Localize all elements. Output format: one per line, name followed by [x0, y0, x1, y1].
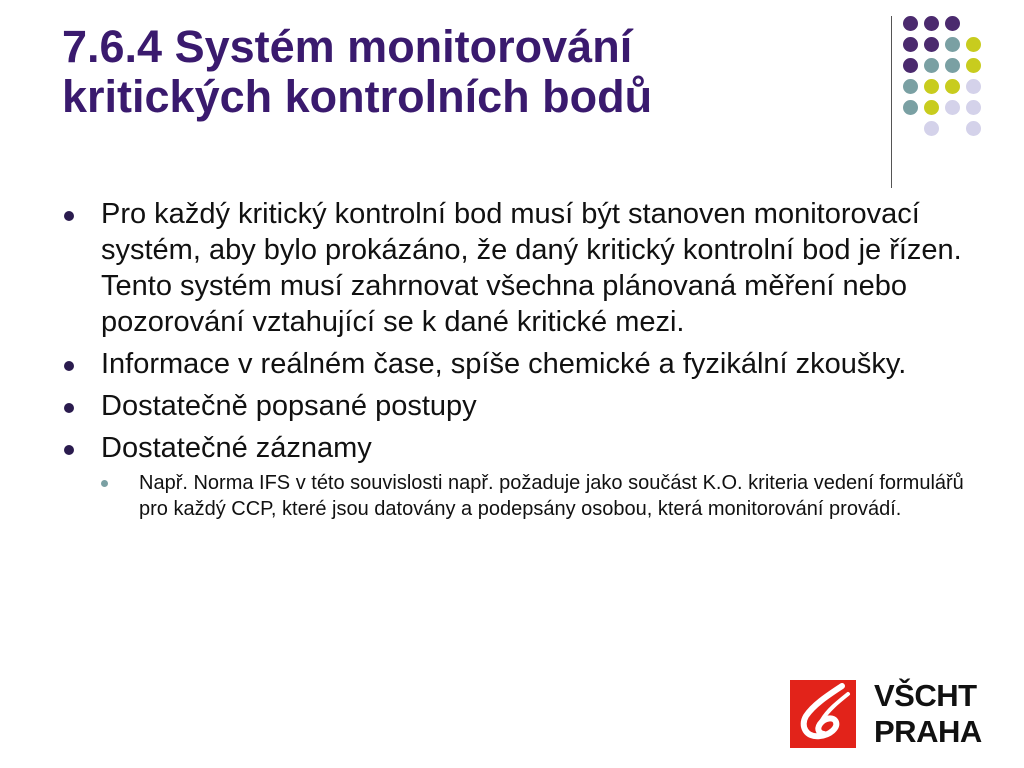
- bullet-text: Pro každý kritický kontrolní bod musí být stanoven monitorovací systém, aby bylo prokázáno, že daný kritický kontrolní bod je řízen. Tento systém musí zahrnovat všechna plánovaná měření nebo pozorování vztahující se k dané kritické mezi.: [101, 198, 962, 338]
- bullet-icon: [64, 445, 74, 455]
- decorative-dot: [903, 79, 918, 94]
- bullet-icon: [64, 403, 74, 413]
- vscht-logo-text: [874, 678, 982, 750]
- divider-line: [891, 16, 892, 188]
- decorative-dot: [924, 100, 939, 115]
- decorative-dot: [966, 37, 981, 52]
- decorative-dot: [945, 16, 960, 31]
- bullet-text: Informace v reálném čase, spíše chemické a fyzikální zkoušky.: [101, 348, 907, 380]
- decorative-dot: [924, 37, 939, 52]
- decorative-dot: [945, 58, 960, 73]
- logo-line-1: VŠCHT: [874, 678, 977, 713]
- bullet-item: [64, 430, 964, 522]
- decorative-dot: [966, 121, 981, 136]
- slide-title: [62, 22, 862, 122]
- decorative-dot: [966, 79, 981, 94]
- decorative-dot: [924, 58, 939, 73]
- bullet-item: [64, 346, 964, 382]
- decorative-dot: [924, 16, 939, 31]
- decorative-dot: [924, 121, 939, 136]
- bullet-list: [64, 196, 964, 528]
- decorative-dot: [924, 79, 939, 94]
- bullet-item: [64, 388, 964, 424]
- bullet-icon: [64, 211, 74, 221]
- bullet-icon: [64, 361, 74, 371]
- logo-line-2: PRAHA: [874, 714, 982, 749]
- decorative-dot: [945, 37, 960, 52]
- decorative-dot: [903, 58, 918, 73]
- decorative-dot: [966, 100, 981, 115]
- decorative-dot: [966, 58, 981, 73]
- decorative-dot: [903, 37, 918, 52]
- sub-bullet-list: [101, 470, 964, 522]
- bullet-text: Dostatečně popsané postupy: [101, 390, 477, 422]
- decorative-dot: [945, 79, 960, 94]
- decorative-dot: [903, 16, 918, 31]
- bullet-item: [64, 196, 964, 340]
- vscht-logo: [790, 680, 1000, 750]
- sub-bullet-item: [101, 470, 964, 522]
- sub-bullet-icon: [101, 480, 108, 487]
- decorative-dot-grid: [900, 10, 1010, 170]
- vscht-logo-icon: [790, 680, 856, 748]
- sub-bullet-text: Např. Norma IFS v této souvislosti např. požaduje jako součást K.O. kriteria vedení formulářů pro každý CCP, které jsou datovány a podepsány osobou, která monitorování provádí.: [139, 472, 964, 520]
- bullet-text: Dostatečné záznamy: [101, 432, 372, 464]
- title-line-1: 7.6.4 Systém monitorování: [62, 21, 633, 72]
- title-line-2: kritických kontrolních bodů: [62, 71, 653, 122]
- decorative-dot: [945, 100, 960, 115]
- decorative-dot: [903, 100, 918, 115]
